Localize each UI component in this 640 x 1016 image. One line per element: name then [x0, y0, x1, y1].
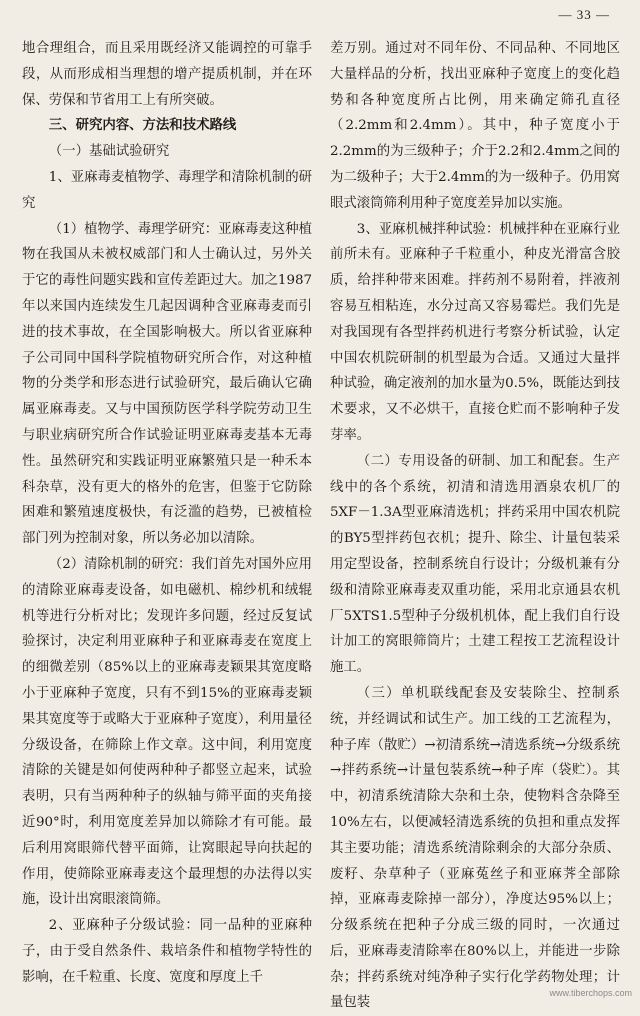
paragraph: 2、亚麻种子分级试验：同一品种的亚麻种子，由于受自然条件、栽培条件和植物学特性的影响，在千粒重、长度、宽度和厚度上千 [22, 918, 312, 985]
paragraph: （2）清除机制的研究：我们首先对国外应用的清除亚麻毒麦设备，如电磁机、棉纱机和绒辊机等进行分析对比；发现许多问题，经过反复试验探讨，决定利用亚麻种子和亚麻毒麦在宽度上的细微差别（85%以上的亚麻毒麦颖果其宽度略小于亚麻种子宽度，只有不到15%的亚麻毒麦颖果其宽度等于或略大于亚麻种子宽度），利用量径分级设备，在筛除上作文章。这中间，利用宽度清除的关键是如何使两种种子都竖立起来，试验表明，只有当两种种子的纵轴与筛平面的夹角接近90°时，利用宽度差异加以筛除才有可能。最后利用窝眼筛代替平面筛，让窝眼起导向扶起的作用，使筛除亚麻毒麦这个最理想的办法得以实施，设计出窝眼滚筒筛。 [22, 556, 312, 908]
right-column [330, 36, 620, 1016]
subsection-heading: （一）基础试验研究 [48, 144, 170, 160]
paragraph: 3、亚麻机械拌种试验：机械拌种在亚麻行业前所未有。亚麻种子千粒重小，种皮光滑富含胶质，给拌种带来困难。拌药剂不易附着，拌液剂容易互相粘连，水分过高又容易霉烂。我们先是对我国现有各型拌药机进行考察分析试验，认定中国农机院研制的机型最为合适。又通过大量拌种试验，确定液剂的加水量为0.5%，既能达到技术要求，又不必烘干，直接仓贮而不影响种子发芽率。 [330, 221, 620, 443]
subsection-heading: 1、亚麻毒麦植物学、毒理学和清除机制的研究 [22, 169, 312, 211]
paragraph: （三）单机联线配套及安装除尘、控制系统，并经调试和试生产。加工线的工艺流程为，种子库（散贮）→初清系统→清选系统→分级系统→拌药系统→计量包装系统→种子库（袋贮）。其中，初清系统清除大杂和土杂，使物料含杂降至10%左右，以便减轻清选系统的负担和重点发挥其主要功能；清选系统清除剩余的大部分杂质、废籽、杂草种子（亚麻菟丝子和亚麻荠全部除掉，亚麻毒麦除掉一部分），净度达95%以上；分级系统在把种子分成三级的同时，一次通过后，亚麻毒麦清除率在80%以上，并能进一步除杂；拌药系统对纯净种子实行化学药物处理；计量包装 [330, 685, 620, 1011]
paragraph: 差万别。通过对不同年份、不同品种、不同地区大量样品的分析，找出亚麻种子宽度上的变化趋势和各种宽度所占比例，用来确定筛孔直径（2.2mm和2.4mm）。其中，种子宽度小于2.2mm的为三级种子；介于2.2和2.4mm之间的为二级种子；大于2.4mm的为一级种子。仍用窝眼式滚筒筛利用种子宽度差异加以实施。 [330, 41, 620, 211]
paragraph: （二）专用设备的研制、加工和配套。生产线中的各个系统，初清和清选用酒泉农机厂的5XF－1.3A型亚麻清选机；拌药采用中国农机院的BY5型拌药包衣机；提升、除尘、计量包装采用定型设备，控制系统自行设计；分级机兼有分级和清除亚麻毒麦双重功能，采用北京通县农机厂5XTS1.5型种子分级机机体，配上我们自行设计加工的窝眼筛筒片；土建工程按工艺流程设计施工。 [330, 453, 620, 676]
left-column [22, 36, 312, 990]
paragraph: 地合理组合，而且采用既经济又能调控的可靠手段，从而形成相当理想的增产提质机制，并在环保、劳保和节省用工上有所突破。 [22, 41, 312, 108]
paragraph: （1）植物学、毒理学研究：亚麻毒麦这种植物在我国从未被权威部门和人士确认过，另外关于它的毒性问题实践和宣传差距过大。加之1987年以来国内连续发生几起因调种含亚麻毒麦而引进的技术事故，在全国影响极大。所以省亚麻种子公司同中国科学院植物研究所合作，对这种植物的分类学和形态进行试验研究，最后确认它确属亚麻毒麦。又与中国预防医学科学院劳动卫生与职业病研究所合作试验证明亚麻毒麦基本无毒性。虽然研究和实践证明亚麻繁殖只是一种禾本科杂草，没有更大的格外的危害，但鉴于它防除困难和繁殖速度极快，有泛滥的趋势，已被植检部门列为控制对象，所以务必加以清除。 [22, 221, 312, 547]
watermark: www.tiberchops.com [549, 988, 632, 998]
section-heading: 三、研究内容、方法和技术路线 [48, 117, 237, 134]
page-number: — 33 — [558, 7, 610, 22]
